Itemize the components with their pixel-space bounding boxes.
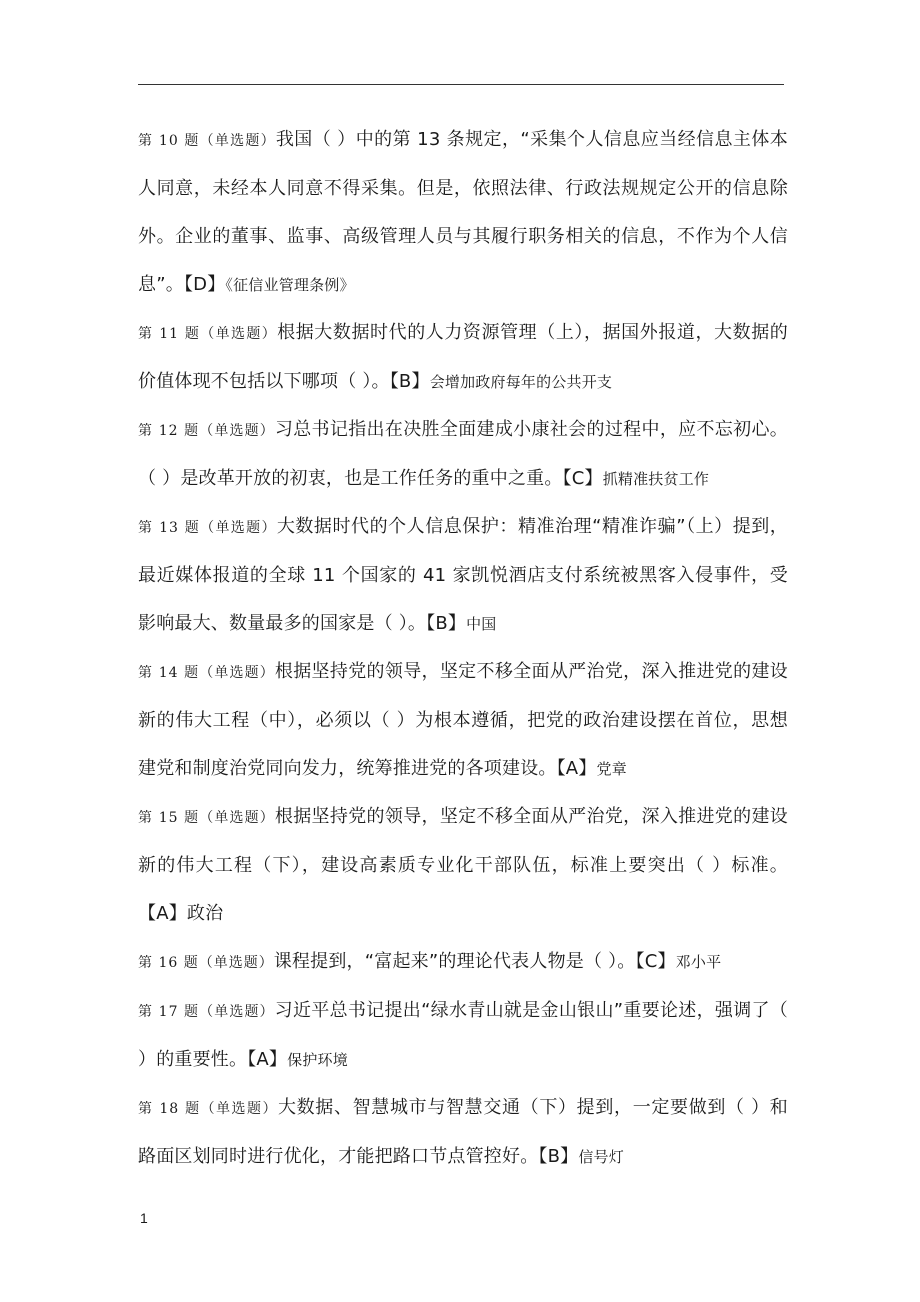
answer-key: 【B】 [538,1146,579,1167]
answer-key: 【A】 [247,1049,288,1070]
question-text: 根据大数据时代的人力资源管理（上），据国外报道，大数据的价值体现不包括以下哪项（ ）。 [138,322,788,392]
answer-text: 中国 [466,615,497,633]
question-text: 习总书记指出在决胜全面建成小康社会的过程中，应不忘初心。（ ）是改革开放的初衷，也是工作任务的重中之重。 [138,419,788,489]
answer-key: 【D】 [183,274,226,295]
answer-text: 抓精准扶贫工作 [602,470,710,488]
question-list [138,116,788,1181]
question-18 [138,1084,788,1181]
answer-key: 【C】 [562,468,603,489]
question-13 [138,503,788,648]
page-number: 1 [140,1210,148,1226]
answer-text: 《征信业管理条例》 [225,276,355,294]
answer-text: 信号灯 [578,1148,624,1166]
answer-text: 邓小平 [675,953,722,971]
question-number: 第 10 题（单选题） [138,133,276,149]
answer-key: 【B】 [389,371,430,392]
question-14 [138,648,788,793]
question-number: 第 13 题（单选题） [138,520,277,536]
header-rule [138,84,784,85]
question-text: 根据坚持党的领导，坚定不移全面从严治党，深入推进党的建设新的伟大工程（下），建设高素质专业化干部队伍，标准上要突出（ ）标准。 [138,806,788,876]
question-text: 大数据时代的个人信息保护：精准治理“精准诈骗”（上）提到，最近媒体报道的全球 11 个国家的 41 家凯悦酒店支付系统被黑客入侵事件，受影响最大、数量最多的国家是（ ）。 [138,516,788,634]
answer-text: 政治 [186,903,224,924]
question-16 [138,938,788,987]
question-number: 第 11 题（单选题） [138,326,278,342]
answer-text: 保护环境 [287,1051,348,1069]
answer-key: 【C】 [635,951,676,972]
answer-text: 会增加政府每年的公共开支 [429,373,613,391]
question-number: 第 18 题（单选题） [138,1101,278,1117]
question-number: 第 14 题（单选题） [138,665,275,681]
question-text: 根据坚持党的领导，坚定不移全面从严治党，深入推进党的建设新的伟大工程（中），必须以（ ）为根本遵循，把党的政治建设摆在首位，思想建党和制度治党同向发力，统筹推进党的各项建设。 [138,661,788,779]
question-number: 第 15 题（单选题） [138,810,275,826]
question-number: 第 12 题（单选题） [138,423,275,439]
question-12 [138,406,788,503]
question-17 [138,987,788,1084]
answer-key: 【B】 [426,613,467,634]
question-text: 习近平总书记提出“绿水青山就是金山银山”重要论述，强调了（ ）的重要性。 [138,1000,789,1070]
answer-key: 【A】 [138,903,187,924]
question-10 [138,116,788,309]
question-text: 课程提到，“富起来”的理论代表人物是（ ）。 [273,951,636,972]
question-11 [138,309,788,406]
answer-key: 【A】 [556,758,597,779]
answer-text: 党章 [596,760,627,778]
question-number: 第 16 题（单选题） [138,955,274,971]
question-text: 我国（ ）中的第 13 条规定，“采集个人信息应当经信息主体本人同意，未经本人同意不得采集。但是，依照法律、行政法规规定公开的信息除外。企业的董事、监事、高级管理人员与其履行职务相关的信息，不作为个人信息”。 [138,129,788,295]
question-text: 大数据、智慧城市与智慧交通（下）提到，一定要做到（ ）和路面区划同时进行优化，才能把路口节点管控好。 [138,1097,788,1167]
question-15 [138,793,788,938]
question-number: 第 17 题（单选题） [138,1004,275,1020]
